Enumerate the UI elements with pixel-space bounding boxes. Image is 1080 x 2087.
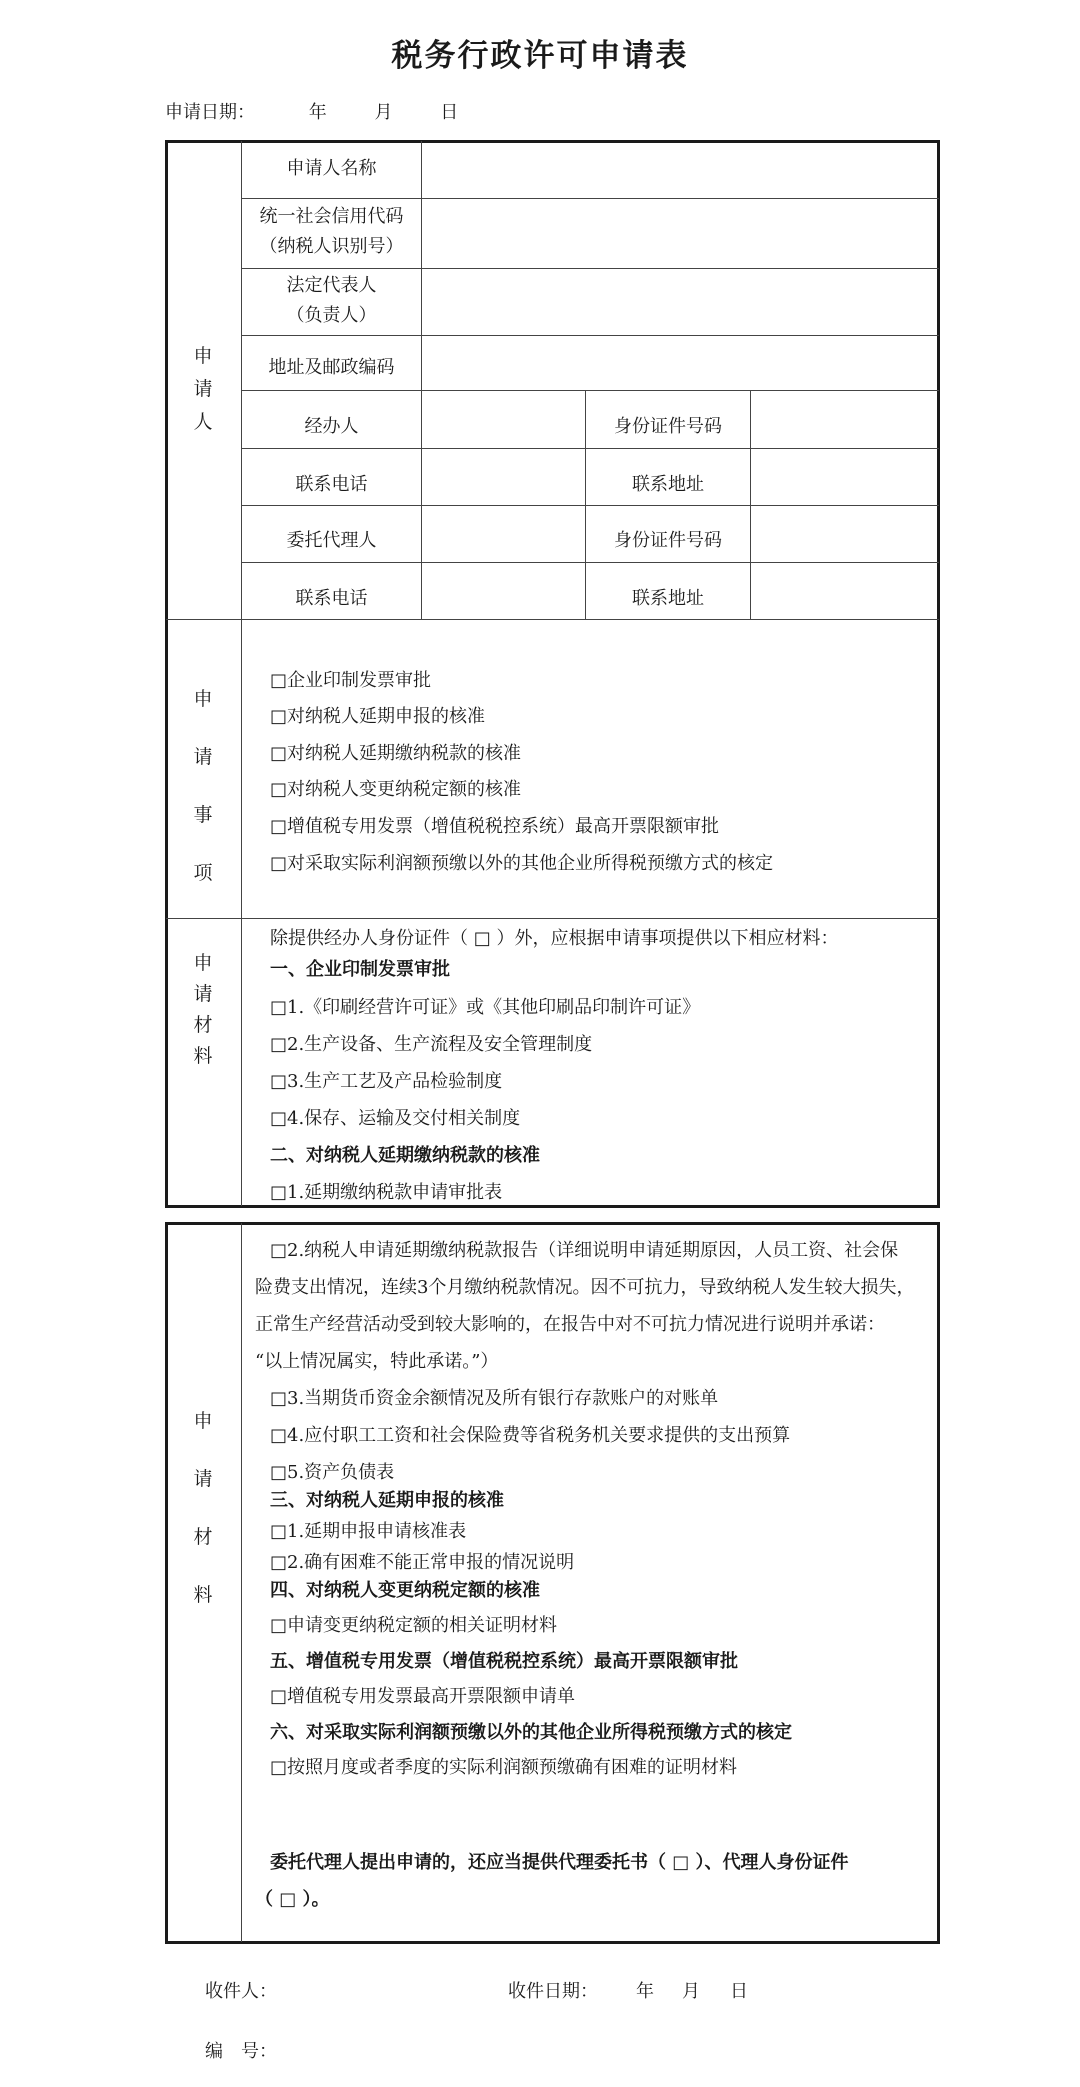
material-checkbox-1-1[interactable]: □1.《印刷经营许可证》或《其他印刷品印制许可证》 [270,997,701,1018]
receiver-label: 收件人： [205,1981,277,2002]
receive-date-month: 月 [682,1981,700,2002]
number-label: 编 号： [205,2041,277,2062]
id-number-label-2: 身份证件号码 [614,530,722,551]
form-title: 税务行政许可申请表 [391,38,689,74]
materials-heading-4: 四、对纳税人变更纳税定额的核准 [270,1580,540,1601]
id-number-label-1: 身份证件号码 [614,416,722,437]
address-value[interactable] [422,336,939,389]
material-checkbox-2-3[interactable]: □3.当期货币资金余额情况及所有银行存款账户的对账单 [270,1388,719,1409]
phone-label-2: 联系电话 [295,588,368,609]
contact-address-value-1[interactable] [751,449,939,504]
materials-side-label-1: 申 请 材 料 [193,952,213,1067]
material-2-2-line-4: “以上情况属实，特此承诺。”） [255,1351,499,1372]
id-number-value-2[interactable] [751,506,939,561]
material-checkbox-1-3[interactable]: □3.生产工艺及产品检验制度 [270,1071,503,1092]
agent-value[interactable] [422,506,585,561]
phone-value-2[interactable] [422,563,585,618]
apply-date-label: 申请日期： [165,102,255,123]
materials-heading-1: 一、企业印制发票审批 [270,959,450,980]
handler-label: 经办人 [304,416,359,437]
material-checkbox-3-1[interactable]: □1.延期申报申请核准表 [270,1521,467,1542]
matter-checkbox-4[interactable]: □对纳税人变更纳税定额的核准 [270,779,522,800]
agent-note-line-2: （ □ ）。 [255,1889,330,1910]
material-2-2-line-1[interactable]: □2.纳税人申请延期缴纳税款报告（详细说明申请延期原因，人员工资、社会保 [270,1240,899,1261]
agent-note-line-1: 委托代理人提出申请的，还应当提供代理委托书（ □ ）、代理人身份证件 [270,1852,849,1873]
apply-date-month: 月 [374,102,393,123]
material-checkbox-6-1[interactable]: □按照月度或者季度的实际利润额预缴确有困难的证明材料 [270,1757,738,1778]
matter-checkbox-6[interactable]: □对采取实际利润额预缴以外的其他企业所得税预缴方式的核定 [270,853,774,874]
materials-intro: 除提供经办人身份证件（ □ ）外，应根据申请事项提供以下相应材料： [270,928,839,949]
materials-heading-5: 五、增值税专用发票（增值税税控系统）最高开票限额审批 [270,1651,738,1672]
material-checkbox-2-5[interactable]: □5.资产负债表 [270,1462,395,1483]
handler-value[interactable] [422,391,585,447]
phone-label-1: 联系电话 [295,474,368,495]
material-2-2-line-2: 险费支出情况，连续3个月缴纳税款情况。因不可抗力，导致纳税人发生较大损失， [255,1277,915,1298]
matter-checkbox-5[interactable]: □增值税专用发票（增值税税控系统）最高开票限额审批 [270,816,720,837]
legal-rep-label: 法定代表人 （负责人） [286,275,377,326]
apply-date-day: 日 [440,102,459,123]
phone-value-1[interactable] [422,449,585,504]
matter-checkbox-2[interactable]: □对纳税人延期申报的核准 [270,706,486,727]
legal-rep-value[interactable] [422,269,939,334]
contact-address-value-2[interactable] [751,563,939,618]
material-checkbox-1-2[interactable]: □2.生产设备、生产流程及安全管理制度 [270,1034,593,1055]
apply-date-line [165,98,458,124]
materials-side-label-2: 申 请 材 料 [193,1410,213,1606]
matter-checkbox-3[interactable]: □对纳税人延期缴纳税款的核准 [270,743,522,764]
materials-heading-6: 六、对采取实际利润额预缴以外的其他企业所得税预缴方式的核定 [270,1722,792,1743]
material-checkbox-2-1[interactable]: □1.延期缴纳税款申请审批表 [270,1182,503,1203]
id-number-value-1[interactable] [751,391,939,447]
materials-heading-2: 二、对纳税人延期缴纳税款的核准 [270,1145,540,1166]
material-checkbox-5-1[interactable]: □增值税专用发票最高开票限额申请单 [270,1686,576,1707]
credit-code-value[interactable] [422,199,939,267]
matters-side-label: 申 请 事 项 [193,688,213,884]
address-label: 地址及邮政编码 [268,357,395,378]
material-2-2-line-3: 正常生产经营活动受到较大影响的，在报告中对不可抗力情况进行说明并承诺： [255,1314,885,1335]
agent-label: 委托代理人 [286,530,377,551]
material-checkbox-4-1[interactable]: □申请变更纳税定额的相关证明材料 [270,1615,558,1636]
material-checkbox-1-4[interactable]: □4.保存、运输及交付相关制度 [270,1108,521,1129]
credit-code-label: 统一社会信用代码 （纳税人识别号） [259,206,404,257]
matter-checkbox-1[interactable]: □企业印制发票审批 [270,670,432,691]
receive-date-label: 收件日期： [508,1981,598,2002]
contact-address-label-2: 联系地址 [632,588,704,609]
applicant-name-value[interactable] [422,141,939,197]
contact-address-label-1: 联系地址 [632,474,704,495]
applicant-side-label: 申 请 人 [193,345,213,433]
material-checkbox-2-4[interactable]: □4.应付职工工资和社会保险费等省税务机关要求提供的支出预算 [270,1425,791,1446]
receive-date-day: 日 [730,1981,748,2002]
apply-date-year: 年 [308,102,327,123]
receive-date-year: 年 [636,1981,654,2002]
applicant-name-label: 申请人名称 [286,158,377,179]
materials-heading-3: 三、对纳税人延期申报的核准 [270,1490,504,1511]
material-checkbox-3-2[interactable]: □2.确有困难不能正常申报的情况说明 [270,1552,575,1573]
